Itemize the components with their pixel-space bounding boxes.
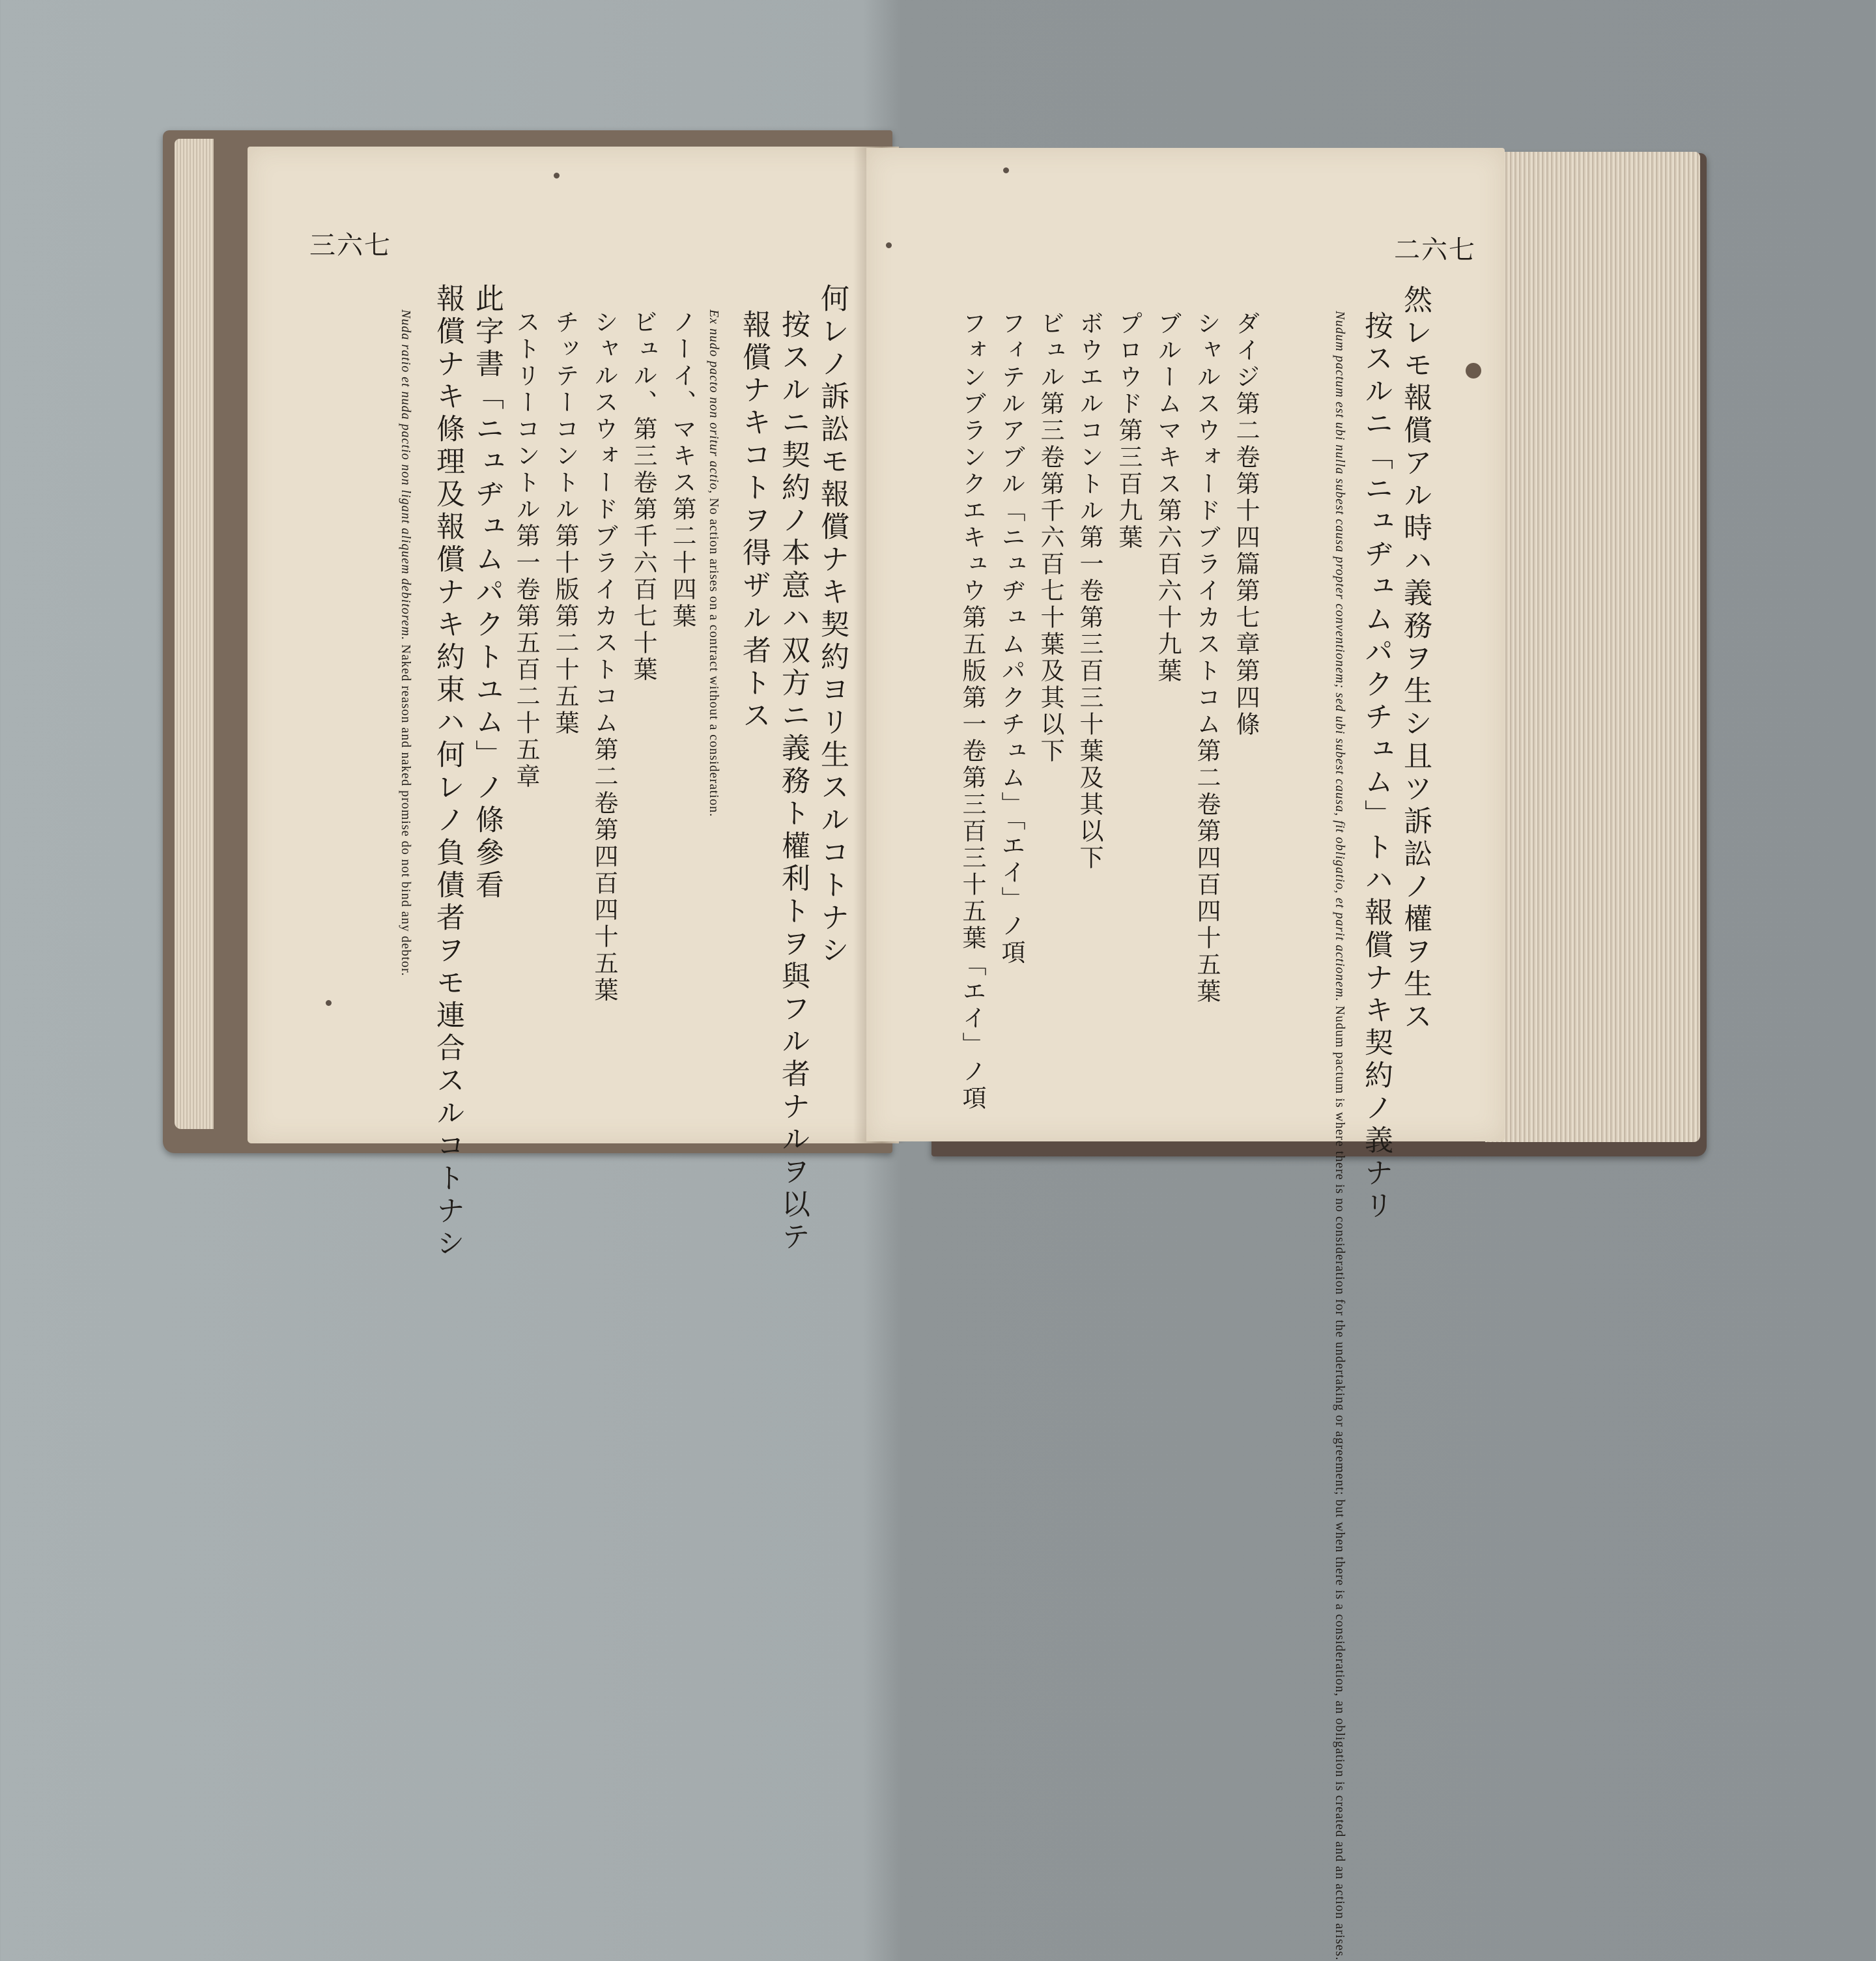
paper-speck [326,1000,332,1006]
left-latin-1-latin: Ex nudo pacto non oritur actio, [707,309,721,494]
right-page-edges [1485,152,1700,1142]
right-latin-latin: Nudum pactum est ubi nulla subest causa propter conventionem; sed ubi subest causa, fit obligatio, et parit actionem. [1333,311,1347,1002]
right-col-1: 然レモ報償アル時ハ義務ヲ生シ且ツ訴訟ノ權ヲ生ス [1399,285,1432,1034]
right-col-cite-1: ダイジ第二卷第十四篇第七章第四條 [1232,311,1260,738]
right-col-cite-6: ビュル第三卷第千六百七十葉及其以下 [1036,311,1064,765]
right-col-cite-2: シャルスウォードブライカストコム第二卷第四百四十五葉 [1193,311,1221,1005]
right-col-cite-8: フォンブランクエキュウ第五版第一卷第三百三十五葉「エイ」ノ項 [958,311,986,1112]
left-col-1: 何レノ訴訟モ報償ナキ契約ヨリ生スルコトナシ [816,283,849,967]
right-latin-english: Nudum pactum is where there is no consideration for the undertaking or agreement; but when there is a consideration, an obligation is created and an action arises. [1333,1001,1347,1961]
right-col-cite-3: ブルームマキス第六百六十九葉 [1154,311,1182,685]
left-col-maxim: 報償ナキ條理及報償ナキ約束ハ何レノ負債者ヲモ連合スルコトナシ [431,283,464,1261]
right-col-cite-5: ボウエルコントル第一卷第三百三十葉及其以下 [1075,311,1103,872]
left-col-cite-5: ストリーコントル第一卷第五百二十五章 [512,309,540,790]
left-col-3: 報償ナキコトヲ得ザル者トス [737,309,771,733]
left-col-cite-2: ビュル、第三卷第千六百七十葉 [629,309,657,683]
paper-speck [886,242,892,248]
paper-speck [1003,167,1009,173]
left-folio: 三六七 [309,231,391,261]
left-latin-1-english: No action arises on a contract without a consideration. [707,494,721,818]
paper-speck [554,173,560,179]
left-col-cite-4: チッテーコントル第十版第二十五葉 [551,309,579,737]
left-col-2: 按スルニ契約ノ本意ハ双方ニ義務ト權利トヲ與フル者ナルヲ以テ [776,309,810,1254]
left-col-ref: 此字書「ニュヂュムパクトユム」ノ條參看 [470,283,504,902]
page-hole [1466,363,1481,379]
left-latin-2-latin: Nuda ratio et nuda pactio non ligant aliquem debitorem. [399,309,413,641]
left-latin-2-english: Naked reason and naked promise do not bind any debtor. [399,640,413,977]
left-page-edges [175,139,214,1129]
left-col-latin-1 [705,309,722,817]
left-col-cite-3: シャルスウォードブライカストコム第二卷第四百四十五葉 [590,309,618,1004]
open-book [163,127,1707,1961]
left-col-cite-1: ノーイ、マキス第二十四葉 [668,309,696,630]
left-page [248,147,899,1261]
right-col-latin [1270,311,1348,1961]
left-col-latin-2 [397,309,414,1026]
right-col-cite-4: プロウド第三百九葉 [1115,311,1143,551]
right-page [866,148,1505,1961]
right-col-cite-7: フィテルアブル「ニュヂュムパクチュム」「エイ」ノ項 [997,311,1025,967]
right-col-2: 按スルニ「ニュヂュムパクチュム」トハ報償ナキ契約ノ義ナリ [1359,311,1393,1223]
right-folio: 二六七 [1394,235,1476,265]
